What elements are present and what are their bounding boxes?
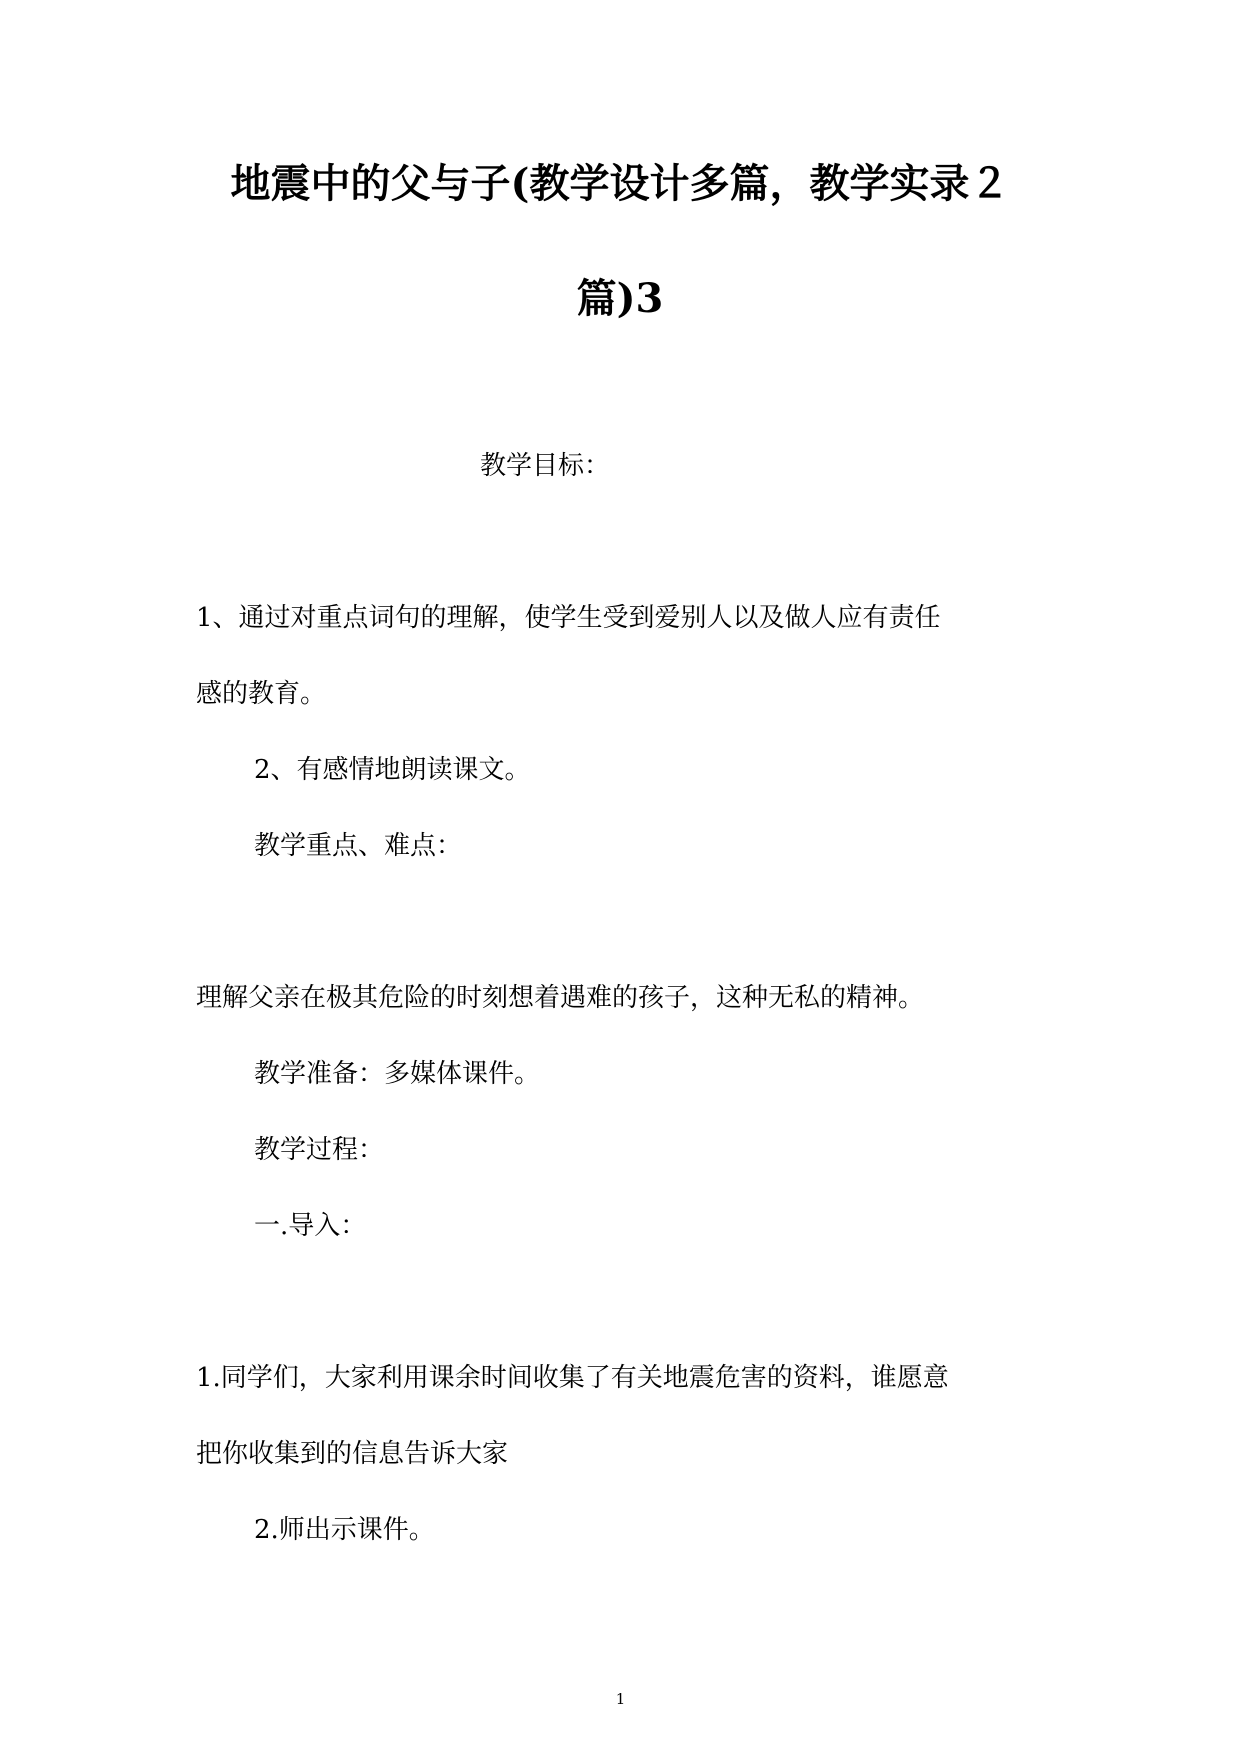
paragraph-step-1-line-1: 1.同学们，大家利用课余时间收集了有关地震危害的资料，谁愿意 [196,1363,949,1393]
paragraph-step-1-line-2: 把你收集到的信息告诉大家 [196,1439,509,1469]
paragraph-goal-1-line-2: 感的教育。 [196,679,327,709]
heading-teaching-goals: 教学目标： [480,451,611,481]
heading-introduction: 一.导入： [254,1211,367,1241]
paragraph-goal-1-line-1: 1、通过对重点词句的理解，使学生受到爱别人以及做人应有责任 [196,603,941,633]
document-title-line-1: 地震中的父与子(教学设计多篇，教学实录２ [230,160,1010,207]
heading-key-points: 教学重点、难点： [254,831,463,861]
paragraph-key-points: 理解父亲在极其危险的时刻想着遇难的孩子，这种无私的精神。 [196,983,925,1013]
document-title-line-2: 篇)3 [576,275,664,322]
paragraph-goal-2: 2、有感情地朗读课文。 [254,755,531,785]
page-number: 1 [615,1690,626,1708]
paragraph-step-2: 2.师出示课件。 [254,1515,435,1545]
paragraph-preparation: 教学准备：多媒体课件。 [254,1059,541,1089]
heading-teaching-process: 教学过程： [254,1135,385,1165]
